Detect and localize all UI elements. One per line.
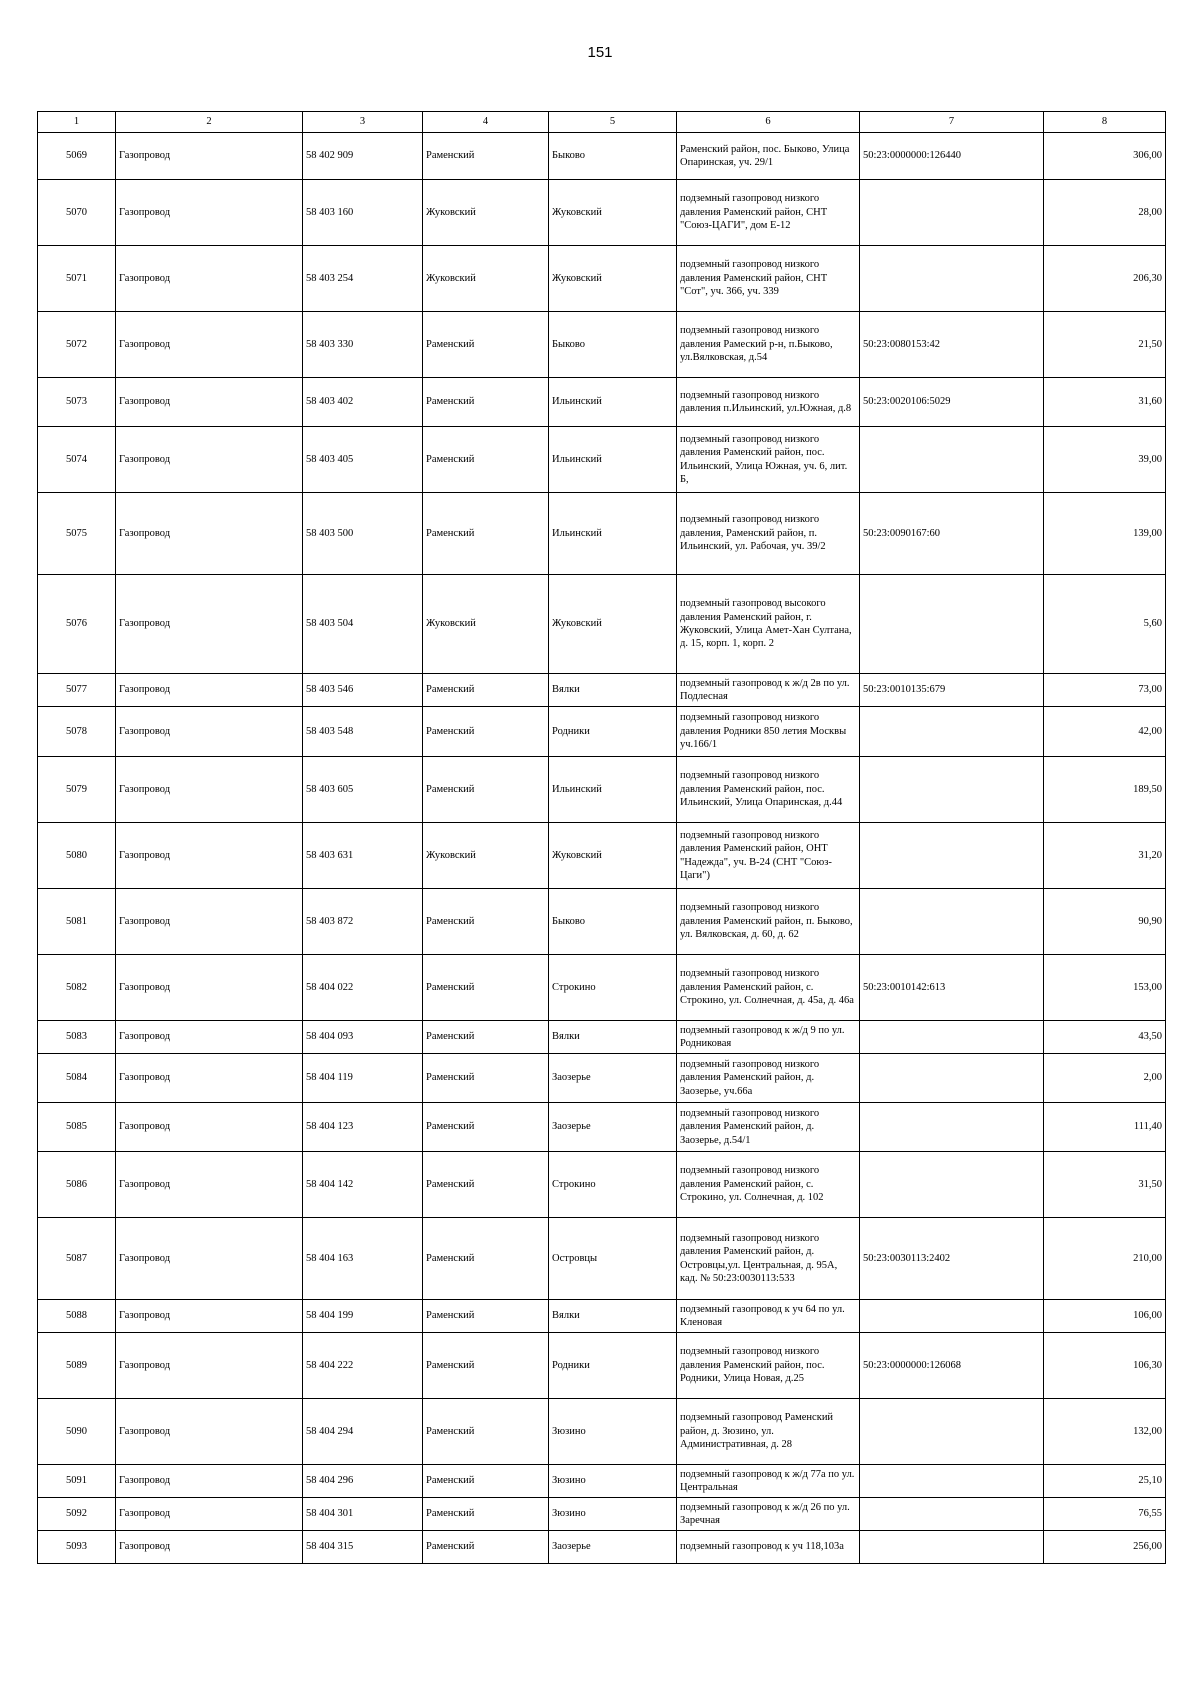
table-row: [38, 955, 1166, 1021]
column-header: 1: [38, 112, 116, 133]
locality-cell: Ильинский: [549, 378, 677, 427]
row-number-cell: 5081: [38, 889, 116, 955]
cadastral-number-cell: [860, 889, 1044, 955]
table-row: [38, 312, 1166, 378]
object-code-cell: 58 404 301: [303, 1498, 423, 1531]
length-value-cell: 31,50: [1044, 1152, 1166, 1218]
locality-cell: Жуковский: [549, 246, 677, 312]
object-description-cell: подземный газопровод низкого давления Рамеский р-н, п.Быково, ул.Вялковская, д.54: [677, 312, 860, 378]
object-description-cell: подземный газопровод к ж/д 2в по ул. Подлесная: [677, 674, 860, 707]
object-type-cell: Газопровод: [116, 427, 303, 493]
cadastral-number-cell: [860, 427, 1044, 493]
row-number-cell: 5072: [38, 312, 116, 378]
cadastral-number-cell: [860, 1054, 1044, 1103]
cadastral-number-cell: [860, 707, 1044, 757]
length-value-cell: 111,40: [1044, 1103, 1166, 1152]
row-number-cell: 5091: [38, 1465, 116, 1498]
row-number-cell: 5075: [38, 493, 116, 575]
row-number-cell: 5078: [38, 707, 116, 757]
cadastral-number-cell: [860, 1399, 1044, 1465]
object-description-cell: подземный газопровод низкого давления Раменский район, ОНТ "Надежда", уч. В-24 (СНТ "Союз-Цаги"): [677, 823, 860, 889]
object-code-cell: 58 404 315: [303, 1531, 423, 1564]
object-type-cell: Газопровод: [116, 1103, 303, 1152]
row-number-cell: 5079: [38, 757, 116, 823]
table-row: [38, 823, 1166, 889]
locality-cell: Жуковский: [549, 180, 677, 246]
object-description-cell: подземный газопровод к уч 118,103а: [677, 1531, 860, 1564]
row-number-cell: 5087: [38, 1218, 116, 1300]
locality-cell: Жуковский: [549, 823, 677, 889]
object-code-cell: 58 404 294: [303, 1399, 423, 1465]
object-description-cell: подземный газопровод низкого давления, Раменский район, п. Ильинский, ул. Рабочая, уч. 39/2: [677, 493, 860, 575]
object-type-cell: Газопровод: [116, 823, 303, 889]
table-row: [38, 1300, 1166, 1333]
table-row: [38, 1218, 1166, 1300]
district-cell: Раменский: [423, 674, 549, 707]
object-code-cell: 58 404 093: [303, 1021, 423, 1054]
length-value-cell: 5,60: [1044, 575, 1166, 674]
column-header: 4: [423, 112, 549, 133]
object-type-cell: Газопровод: [116, 757, 303, 823]
cadastral-number-cell: [860, 1152, 1044, 1218]
object-code-cell: 58 403 546: [303, 674, 423, 707]
object-description-cell: подземный газопровод низкого давления Раменский район, д. Заозерье, уч.66а: [677, 1054, 860, 1103]
table-row: [38, 180, 1166, 246]
district-cell: Жуковский: [423, 575, 549, 674]
object-type-cell: Газопровод: [116, 1465, 303, 1498]
object-description-cell: подземный газопровод к ж/д 77а по ул. Центральная: [677, 1465, 860, 1498]
object-description-cell: подземный газопровод низкого давления Раменский район, д. Островцы,ул. Центральная, д. 95А, кад. № 50:23:0030113:533: [677, 1218, 860, 1300]
locality-cell: Зюзино: [549, 1465, 677, 1498]
locality-cell: Родники: [549, 1333, 677, 1399]
object-description-cell: подземный газопровод высокого давления Раменский район, г. Жуковский, Улица Амет-Хан Султана, д. 15, корп. 1, корп. 2: [677, 575, 860, 674]
length-value-cell: 39,00: [1044, 427, 1166, 493]
row-number-cell: 5080: [38, 823, 116, 889]
object-description-cell: подземный газопровод низкого давления Родники 850 летия Москвы уч.166/1: [677, 707, 860, 757]
length-value-cell: 42,00: [1044, 707, 1166, 757]
column-header: 7: [860, 112, 1044, 133]
locality-cell: Вялки: [549, 1021, 677, 1054]
object-code-cell: 58 403 160: [303, 180, 423, 246]
locality-cell: Ильинский: [549, 493, 677, 575]
table-row: [38, 1333, 1166, 1399]
row-number-cell: 5085: [38, 1103, 116, 1152]
object-type-cell: Газопровод: [116, 1300, 303, 1333]
locality-cell: Быково: [549, 312, 677, 378]
column-header: 3: [303, 112, 423, 133]
table-row: [38, 378, 1166, 427]
table-row: [38, 889, 1166, 955]
table-row: [38, 246, 1166, 312]
column-header: 8: [1044, 112, 1166, 133]
locality-cell: Вялки: [549, 1300, 677, 1333]
object-type-cell: Газопровод: [116, 1054, 303, 1103]
object-code-cell: 58 404 119: [303, 1054, 423, 1103]
table-row: [38, 427, 1166, 493]
cadastral-number-cell: [860, 757, 1044, 823]
length-value-cell: 73,00: [1044, 674, 1166, 707]
object-code-cell: 58 403 872: [303, 889, 423, 955]
length-value-cell: 106,30: [1044, 1333, 1166, 1399]
length-value-cell: 76,55: [1044, 1498, 1166, 1531]
table-row: [38, 493, 1166, 575]
cadastral-number-cell: 50:23:0000000:126068: [860, 1333, 1044, 1399]
table-body: [38, 133, 1166, 1564]
district-cell: Раменский: [423, 1333, 549, 1399]
object-code-cell: 58 403 254: [303, 246, 423, 312]
length-value-cell: 31,60: [1044, 378, 1166, 427]
table-row: [38, 1054, 1166, 1103]
object-description-cell: подземный газопровод низкого давления п.Ильинский, ул.Южная, д.8: [677, 378, 860, 427]
row-number-cell: 5070: [38, 180, 116, 246]
row-number-cell: 5082: [38, 955, 116, 1021]
object-code-cell: 58 403 504: [303, 575, 423, 674]
object-code-cell: 58 403 631: [303, 823, 423, 889]
cadastral-number-cell: 50:23:0020106:5029: [860, 378, 1044, 427]
cadastral-number-cell: 50:23:0000000:126440: [860, 133, 1044, 180]
locality-cell: Быково: [549, 889, 677, 955]
locality-cell: Ильинский: [549, 757, 677, 823]
object-code-cell: 58 404 123: [303, 1103, 423, 1152]
length-value-cell: 90,90: [1044, 889, 1166, 955]
page-number: 151: [587, 44, 613, 61]
cadastral-number-cell: 50:23:0010135:679: [860, 674, 1044, 707]
district-cell: Раменский: [423, 1103, 549, 1152]
object-type-cell: Газопровод: [116, 1021, 303, 1054]
district-cell: Раменский: [423, 1300, 549, 1333]
object-description-cell: подземный газопровод низкого давления Раменский район, д. Заозерье, д.54/1: [677, 1103, 860, 1152]
locality-cell: Заозерье: [549, 1531, 677, 1564]
object-description-cell: подземный газопровод к ж/д 26 по ул. Заречная: [677, 1498, 860, 1531]
object-type-cell: Газопровод: [116, 493, 303, 575]
length-value-cell: 43,50: [1044, 1021, 1166, 1054]
object-code-cell: 58 403 330: [303, 312, 423, 378]
district-cell: Раменский: [423, 493, 549, 575]
object-description-cell: Раменский район, пос. Быково, Улица Опаринская, уч. 29/1: [677, 133, 860, 180]
column-header: 6: [677, 112, 860, 133]
row-number-cell: 5090: [38, 1399, 116, 1465]
table-row: [38, 757, 1166, 823]
district-cell: Раменский: [423, 1218, 549, 1300]
object-type-cell: Газопровод: [116, 707, 303, 757]
length-value-cell: 306,00: [1044, 133, 1166, 180]
table-row: [38, 1152, 1166, 1218]
object-type-cell: Газопровод: [116, 1399, 303, 1465]
district-cell: Раменский: [423, 707, 549, 757]
row-number-cell: 5076: [38, 575, 116, 674]
district-cell: Жуковский: [423, 246, 549, 312]
object-description-cell: подземный газопровод низкого давления Раменский район, СНТ "Сот", уч. 366, уч. 339: [677, 246, 860, 312]
length-value-cell: 21,50: [1044, 312, 1166, 378]
table-row: [38, 1498, 1166, 1531]
object-description-cell: подземный газопровод к ж/д 9 по ул. Родниковая: [677, 1021, 860, 1054]
length-value-cell: 210,00: [1044, 1218, 1166, 1300]
row-number-cell: 5093: [38, 1531, 116, 1564]
row-number-cell: 5074: [38, 427, 116, 493]
row-number-cell: 5086: [38, 1152, 116, 1218]
object-type-cell: Газопровод: [116, 246, 303, 312]
object-description-cell: подземный газопровод к уч 64 по ул. Кленовая: [677, 1300, 860, 1333]
object-code-cell: 58 403 500: [303, 493, 423, 575]
district-cell: Раменский: [423, 1054, 549, 1103]
column-header: 2: [116, 112, 303, 133]
object-description-cell: подземный газопровод низкого давления Раменский район, с. Строкино, ул. Солнечная, д. 102: [677, 1152, 860, 1218]
locality-cell: Заозерье: [549, 1103, 677, 1152]
cadastral-number-cell: 50:23:0030113:2402: [860, 1218, 1044, 1300]
district-cell: Раменский: [423, 427, 549, 493]
object-type-cell: Газопровод: [116, 955, 303, 1021]
district-cell: Раменский: [423, 1531, 549, 1564]
object-type-cell: Газопровод: [116, 378, 303, 427]
cadastral-number-cell: [860, 1021, 1044, 1054]
table-row: [38, 707, 1166, 757]
object-type-cell: Газопровод: [116, 1152, 303, 1218]
length-value-cell: 256,00: [1044, 1531, 1166, 1564]
locality-cell: Родники: [549, 707, 677, 757]
district-cell: Жуковский: [423, 823, 549, 889]
object-code-cell: 58 404 296: [303, 1465, 423, 1498]
gas-pipeline-registry-table: [37, 111, 1166, 1564]
row-number-cell: 5088: [38, 1300, 116, 1333]
district-cell: Жуковский: [423, 180, 549, 246]
object-description-cell: подземный газопровод низкого давления Раменский район, пос. Ильинский, Улица Южная, уч. 6, лит. Б,: [677, 427, 860, 493]
object-code-cell: 58 404 022: [303, 955, 423, 1021]
district-cell: Раменский: [423, 1152, 549, 1218]
locality-cell: Островцы: [549, 1218, 677, 1300]
locality-cell: Быково: [549, 133, 677, 180]
row-number-cell: 5071: [38, 246, 116, 312]
object-code-cell: 58 404 199: [303, 1300, 423, 1333]
object-type-cell: Газопровод: [116, 1498, 303, 1531]
district-cell: Раменский: [423, 312, 549, 378]
district-cell: Раменский: [423, 378, 549, 427]
object-code-cell: 58 403 548: [303, 707, 423, 757]
locality-cell: Зюзино: [549, 1399, 677, 1465]
locality-cell: Ильинский: [549, 427, 677, 493]
object-code-cell: 58 404 163: [303, 1218, 423, 1300]
row-number-cell: 5089: [38, 1333, 116, 1399]
cadastral-number-cell: [860, 1531, 1044, 1564]
district-cell: Раменский: [423, 955, 549, 1021]
length-value-cell: 31,20: [1044, 823, 1166, 889]
object-code-cell: 58 404 142: [303, 1152, 423, 1218]
cadastral-number-cell: [860, 575, 1044, 674]
object-type-cell: Газопровод: [116, 180, 303, 246]
object-code-cell: 58 403 402: [303, 378, 423, 427]
district-cell: Раменский: [423, 1498, 549, 1531]
table-row: [38, 133, 1166, 180]
length-value-cell: 25,10: [1044, 1465, 1166, 1498]
object-type-cell: Газопровод: [116, 674, 303, 707]
object-description-cell: подземный газопровод низкого давления Раменский район, СНТ "Союз-ЦАГИ", дом Е-12: [677, 180, 860, 246]
length-value-cell: 206,30: [1044, 246, 1166, 312]
object-description-cell: подземный газопровод низкого давления Раменский район, п. Быково, ул. Вялковская, д. 60, д. 62: [677, 889, 860, 955]
table-row: [38, 1531, 1166, 1564]
length-value-cell: 132,00: [1044, 1399, 1166, 1465]
object-description-cell: подземный газопровод Раменский район, д. Зюзино, ул. Административная, д. 28: [677, 1399, 860, 1465]
locality-cell: Вялки: [549, 674, 677, 707]
row-number-cell: 5069: [38, 133, 116, 180]
cadastral-number-cell: [860, 1300, 1044, 1333]
length-value-cell: 153,00: [1044, 955, 1166, 1021]
length-value-cell: 2,00: [1044, 1054, 1166, 1103]
cadastral-number-cell: [860, 246, 1044, 312]
table-row: [38, 1021, 1166, 1054]
cadastral-number-cell: [860, 180, 1044, 246]
length-value-cell: 139,00: [1044, 493, 1166, 575]
table-row: [38, 1399, 1166, 1465]
district-cell: Раменский: [423, 1021, 549, 1054]
row-number-cell: 5077: [38, 674, 116, 707]
object-code-cell: 58 402 909: [303, 133, 423, 180]
locality-cell: Зюзино: [549, 1498, 677, 1531]
cadastral-number-cell: [860, 1498, 1044, 1531]
object-type-cell: Газопровод: [116, 575, 303, 674]
object-type-cell: Газопровод: [116, 312, 303, 378]
cadastral-number-cell: 50:23:0080153:42: [860, 312, 1044, 378]
object-code-cell: 58 403 405: [303, 427, 423, 493]
table-row: [38, 575, 1166, 674]
object-description-cell: подземный газопровод низкого давления Раменский район, пос. Ильинский, Улица Опаринская, д.44: [677, 757, 860, 823]
cadastral-number-cell: [860, 823, 1044, 889]
table-header-row: [38, 112, 1166, 133]
object-description-cell: подземный газопровод низкого давления Раменский район, с. Строкино, ул. Солнечная, д. 45а, д. 46а: [677, 955, 860, 1021]
table-row: [38, 1465, 1166, 1498]
length-value-cell: 28,00: [1044, 180, 1166, 246]
locality-cell: Строкино: [549, 1152, 677, 1218]
row-number-cell: 5092: [38, 1498, 116, 1531]
column-header: 5: [549, 112, 677, 133]
locality-cell: Заозерье: [549, 1054, 677, 1103]
locality-cell: Строкино: [549, 955, 677, 1021]
cadastral-number-cell: [860, 1103, 1044, 1152]
locality-cell: Жуковский: [549, 575, 677, 674]
object-code-cell: 58 403 605: [303, 757, 423, 823]
object-type-cell: Газопровод: [116, 1333, 303, 1399]
length-value-cell: 189,50: [1044, 757, 1166, 823]
row-number-cell: 5084: [38, 1054, 116, 1103]
table-row: [38, 674, 1166, 707]
table-row: [38, 1103, 1166, 1152]
district-cell: Раменский: [423, 1465, 549, 1498]
row-number-cell: 5073: [38, 378, 116, 427]
cadastral-number-cell: [860, 1465, 1044, 1498]
object-type-cell: Газопровод: [116, 133, 303, 180]
cadastral-number-cell: 50:23:0090167:60: [860, 493, 1044, 575]
object-code-cell: 58 404 222: [303, 1333, 423, 1399]
district-cell: Раменский: [423, 757, 549, 823]
district-cell: Раменский: [423, 1399, 549, 1465]
object-type-cell: Газопровод: [116, 1218, 303, 1300]
object-description-cell: подземный газопровод низкого давления Раменский район, пос. Родники, Улица Новая, д.25: [677, 1333, 860, 1399]
cadastral-number-cell: 50:23:0010142:613: [860, 955, 1044, 1021]
district-cell: Раменский: [423, 889, 549, 955]
object-type-cell: Газопровод: [116, 889, 303, 955]
district-cell: Раменский: [423, 133, 549, 180]
row-number-cell: 5083: [38, 1021, 116, 1054]
length-value-cell: 106,00: [1044, 1300, 1166, 1333]
object-type-cell: Газопровод: [116, 1531, 303, 1564]
